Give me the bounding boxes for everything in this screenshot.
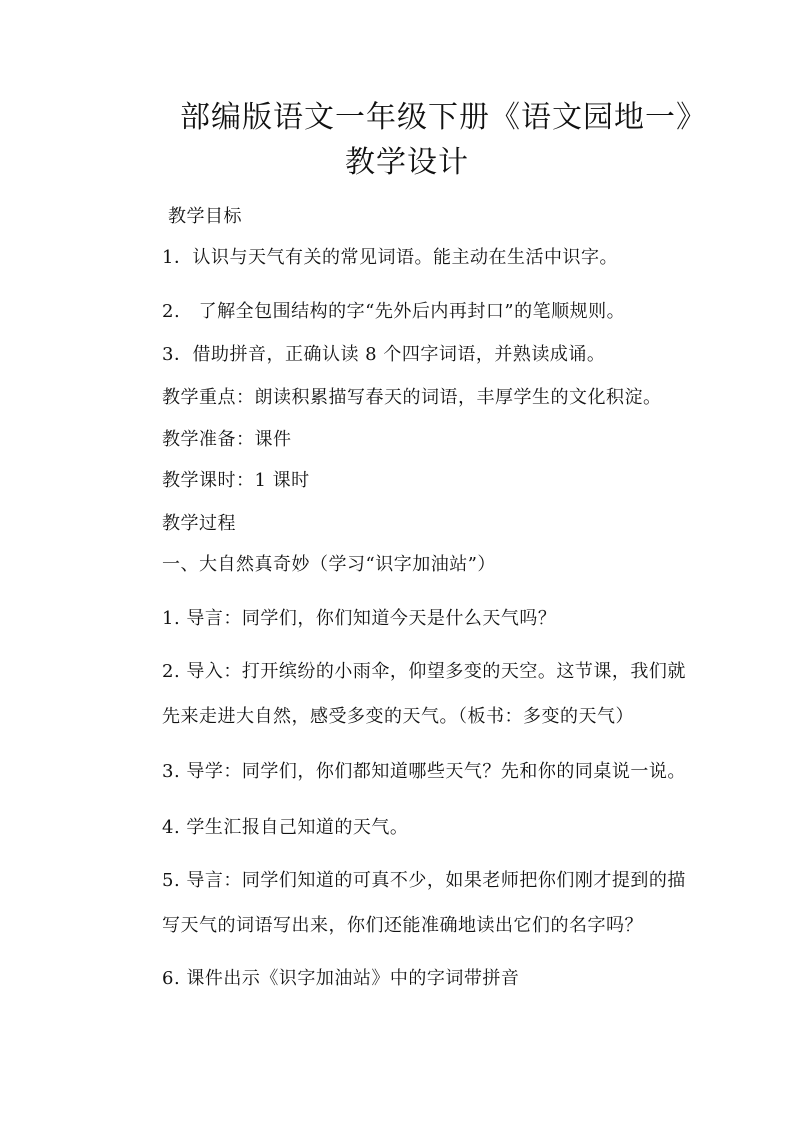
key-points: 教学重点：朗读积累描写春天的词语，丰厚学生的文化积淀。 [162,387,662,408]
process-step-2-line2: 先来走进大自然，感受多变的天气。（板书：多变的天气） [162,706,634,727]
section-heading-goals: 教学目标 [168,206,242,227]
goal-item-2: 2. 了解全包围结构的字“先外后内再封口”的笔顺规则。 [162,301,626,322]
document-title-line1: 部编版语文一年级下册《语文园地一》 [180,100,707,135]
process-step-1: 1. 导言：同学们，你们知道今天是什么天气吗？ [162,608,557,629]
process-step-6: 6. 课件出示《识字加油站》中的字词带拼音 [162,968,520,989]
document-title-line2: 教学设计 [345,145,469,180]
goal-item-3: 3．借助拼音，正确认读 8 个四字词语，并熟读成诵。 [162,344,606,365]
preparation: 教学准备：课件 [162,429,292,450]
process-step-5-line1: 5. 导言：同学们知道的可真不少，如果老师把你们刚才提到的描 [162,870,686,891]
class-hours: 教学课时：1 课时 [162,470,310,491]
process-part-1-heading: 一、大自然真奇妙（学习“识字加油站”） [162,554,496,575]
process-step-2-line1: 2. 导入：打开缤纷的小雨伞，仰望多变的天空。这节课，我们就 [162,661,686,682]
section-heading-process: 教学过程 [162,513,236,534]
process-step-4: 4. 学生汇报自己知道的天气。 [162,817,409,838]
goal-item-1: 1．认识与天气有关的常见词语。能主动在生活中识字。 [162,247,618,268]
process-step-5-line2: 写天气的词语写出来，你们还能准确地读出它们的名字吗？ [162,915,643,936]
process-step-3: 3. 导学：同学们，你们都知道哪些天气？先和你的同桌说一说。 [162,761,686,782]
